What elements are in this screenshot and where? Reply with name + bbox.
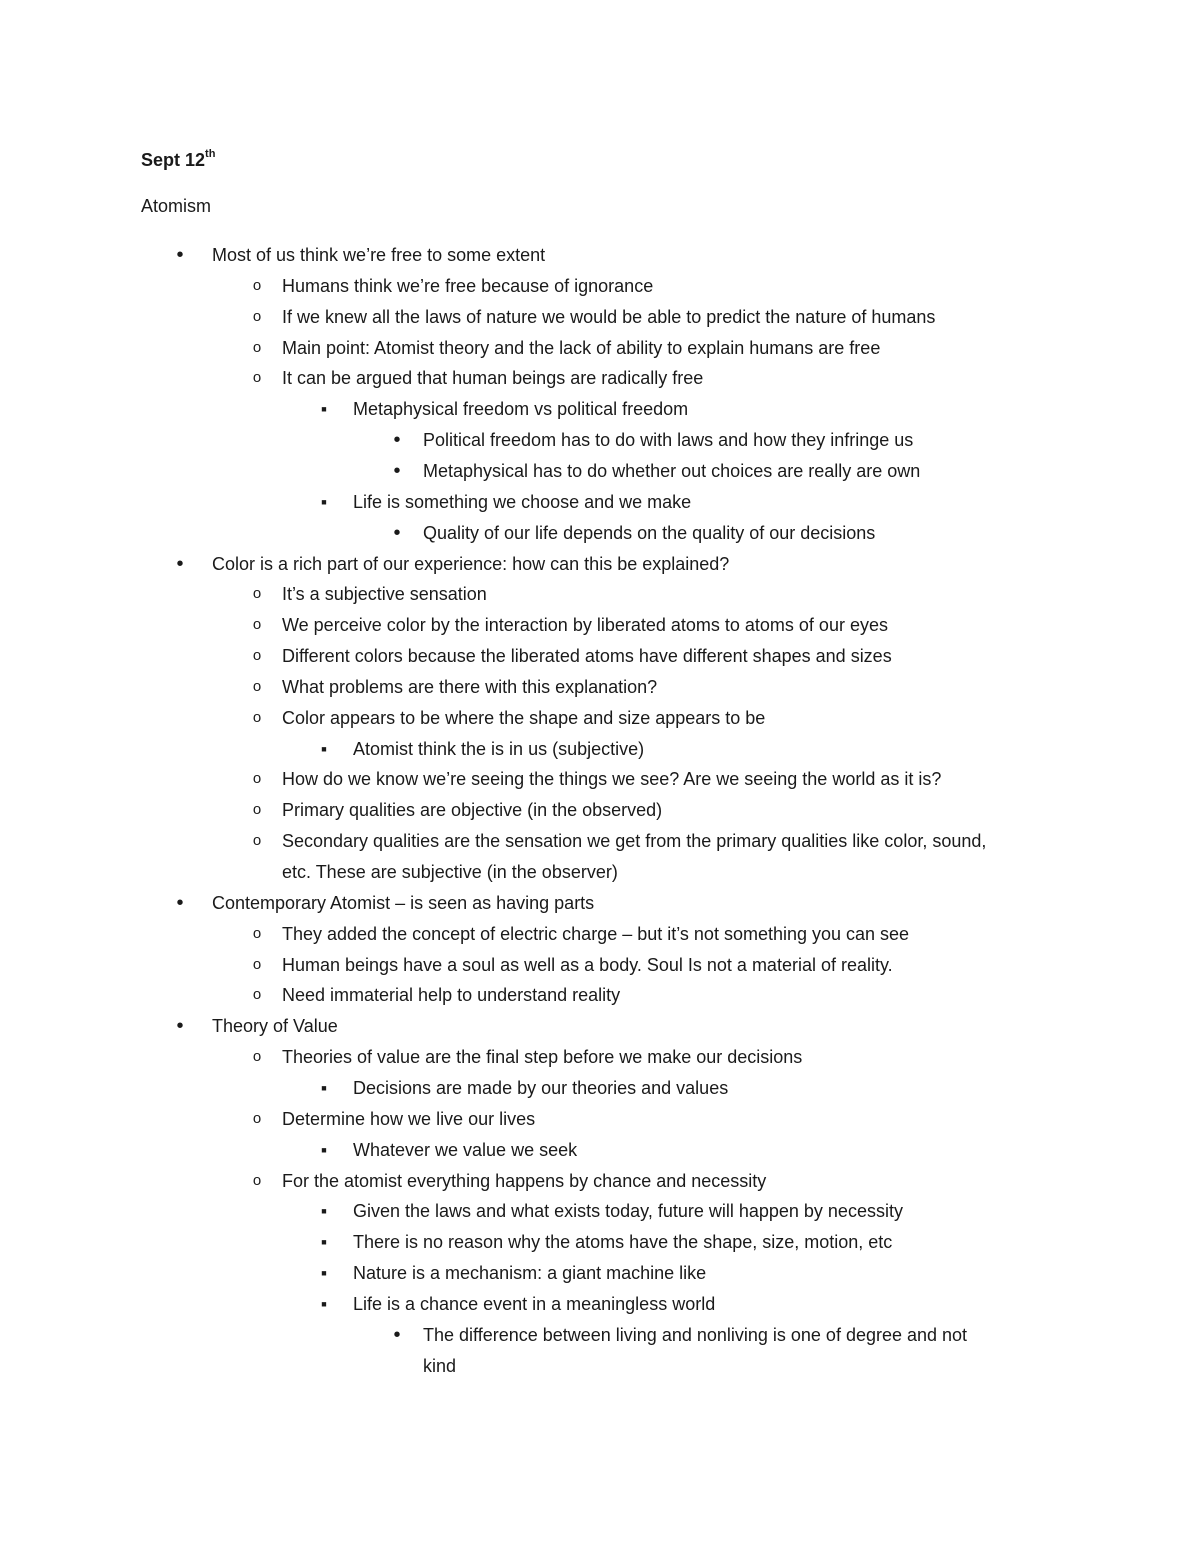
outline-item-level-4: Quality of our life depends on the quality of our decisions: [423, 522, 876, 543]
outline-item-level-2: etc. These are subjective (in the observer): [282, 862, 618, 882]
section-heading: Atomism: [141, 196, 212, 216]
outline-item-level-1: Theory of Value: [212, 1016, 338, 1037]
bullet-disc-icon: •: [176, 891, 184, 914]
outline-item-level-2: Theories of value are the final step before we make our decisions: [282, 1047, 803, 1068]
outline-item-level-3: Whatever we value we seek: [353, 1139, 578, 1160]
outline-item-level-2: Primary qualities are objective (in the observed): [282, 800, 663, 821]
outline-item-level-3: Metaphysical freedom vs political freedom: [353, 399, 689, 420]
bullet-circle-icon: o: [252, 616, 262, 634]
bullet-circle-icon: o: [252, 955, 262, 973]
page-title: [141, 141, 215, 175]
outline-item-level-3: Life is a chance event in a meaningless world: [353, 1293, 716, 1314]
outline-item-level-2: Different colors because the liberated atoms have different shapes and sizes: [282, 646, 892, 667]
bullet-circle-icon: o: [252, 986, 262, 1004]
bullet-circle-icon: o: [252, 801, 262, 819]
bullet-disc-icon: •: [176, 1015, 184, 1038]
bullet-disc-icon: •: [176, 552, 184, 575]
bullet-square-icon: ■: [321, 743, 327, 754]
bullet-circle-icon: o: [252, 1171, 262, 1189]
bullet-square-icon: ■: [321, 1082, 327, 1093]
outline-item-level-3: Atomist think the is in us (subjective): [353, 738, 645, 759]
outline-item-level-1: Most of us think we’re free to some extent: [212, 245, 546, 265]
bullet-circle-icon: o: [252, 924, 262, 942]
bullet-square-icon: ■: [321, 1268, 327, 1279]
bullet-circle-icon: o: [252, 647, 262, 665]
outline-item-level-2: They added the concept of electric charge – but it’s not something you can see: [282, 923, 910, 944]
bullet-circle-icon: o: [252, 369, 262, 387]
bullet-circle-icon: o: [252, 307, 262, 325]
outline-item-level-2: Humans think we’re free because of ignorance: [282, 275, 654, 296]
outline-item-level-2: It can be argued that human beings are radically free: [282, 368, 704, 389]
outline-item-level-4: The difference between living and nonliving is one of degree and not: [423, 1324, 968, 1345]
bullet-square-icon: ■: [321, 1206, 327, 1217]
bullet-circle-icon: o: [252, 708, 262, 726]
title-superscript: th: [205, 148, 216, 160]
outline-item-level-3: Life is something we choose and we make: [353, 491, 692, 512]
bullet-square-icon: ■: [321, 404, 327, 415]
outline-item-level-2: How do we know we’re seeing the things we see? Are we seeing the world as it is?: [282, 769, 942, 790]
outline-item-level-1: Color is a rich part of our experience: how can this be explained?: [212, 553, 730, 574]
outline-item-level-2: It’s a subjective sensation: [282, 584, 487, 605]
outline-item-level-3: Decisions are made by our theories and values: [353, 1077, 729, 1098]
bullet-square-icon: ■: [321, 1237, 327, 1248]
outline-item-level-2: Main point: Atomist theory and the lack of ability to explain humans are free: [282, 337, 881, 358]
outline-item-level-4: Metaphysical has to do whether out choices are really are own: [423, 460, 921, 481]
bullet-disc-icon: •: [393, 429, 401, 452]
bullet-square-icon: ■: [321, 1298, 327, 1309]
outline-item-level-2: If we knew all the laws of nature we would be able to predict the nature of humans: [282, 306, 936, 327]
bullet-circle-icon: o: [252, 338, 262, 356]
outline-item-level-4: Political freedom has to do with laws and how they infringe us: [423, 430, 914, 451]
bullet-disc-icon: •: [176, 244, 184, 266]
bullet-disc-icon: •: [393, 1323, 401, 1346]
bullet-circle-icon: o: [252, 585, 262, 603]
outline-item-level-3: Given the laws and what exists today, future will happen by necessity: [353, 1201, 903, 1222]
outline-item-level-2: Color appears to be where the shape and size appears to be: [282, 707, 766, 728]
title-text: Sept 12: [141, 150, 206, 170]
outline-item-level-3: Nature is a mechanism: a giant machine like: [353, 1263, 707, 1284]
bullet-circle-icon: o: [252, 832, 262, 850]
outline-item-level-1: Contemporary Atomist – is seen as having parts: [212, 892, 595, 913]
outline-item-level-2: Determine how we live our lives: [282, 1108, 536, 1129]
bullet-disc-icon: •: [393, 459, 401, 482]
bullet-disc-icon: •: [393, 521, 401, 544]
outline-item-level-2: Human beings have a soul as well as a body. Soul Is not a material of reality.: [282, 954, 893, 975]
bullet-square-icon: ■: [321, 496, 327, 507]
outline-item-level-2: For the atomist everything happens by chance and necessity: [282, 1170, 767, 1191]
outline-item-level-3: There is no reason why the atoms have the shape, size, motion, etc: [353, 1232, 893, 1253]
outline-item-level-2: We perceive color by the interaction by liberated atoms to atoms of our eyes: [282, 615, 888, 636]
bullet-circle-icon: o: [252, 276, 262, 294]
outline-item-level-2: Secondary qualities are the sensation we get from the primary qualities like color, sound,: [282, 831, 987, 852]
bullet-circle-icon: o: [252, 677, 262, 695]
bullet-square-icon: ■: [321, 1144, 327, 1155]
bullet-circle-icon: o: [252, 770, 262, 788]
bullet-circle-icon: o: [252, 1109, 262, 1127]
outline-item-level-2: Need immaterial help to understand reality: [282, 985, 621, 1006]
outline-item-level-4: kind: [423, 1355, 457, 1376]
bullet-circle-icon: o: [252, 1048, 262, 1066]
outline-item-level-2: What problems are there with this explanation?: [282, 676, 658, 697]
